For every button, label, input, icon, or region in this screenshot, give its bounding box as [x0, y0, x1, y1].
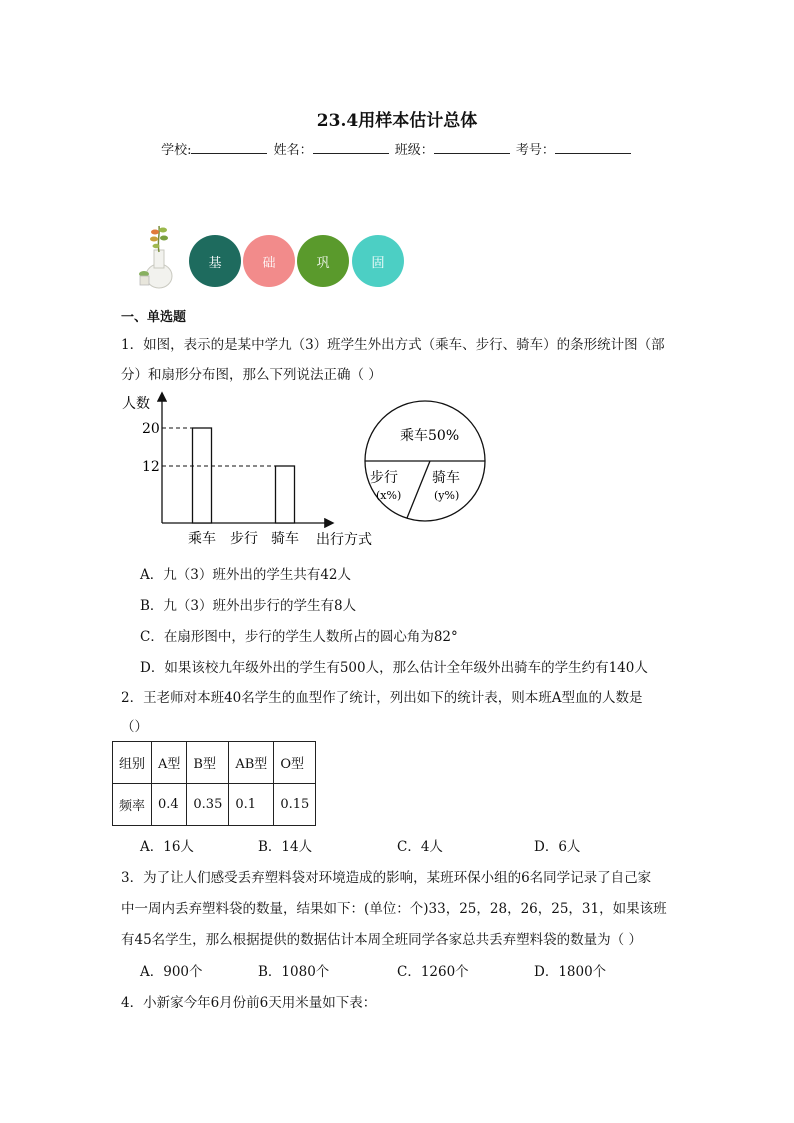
table-cell: 0.1: [229, 784, 274, 826]
table-cell: A型: [152, 742, 187, 784]
pie-label-walk: 步行: [370, 470, 398, 486]
q3-option-c[interactable]: C．1260个: [397, 964, 469, 980]
table-cell: O型: [274, 742, 316, 784]
q2-option-b[interactable]: B．14人: [258, 839, 313, 855]
y-axis-label: 人数: [122, 396, 150, 412]
school-label: 学校:: [161, 143, 192, 158]
table-cell: B型: [187, 742, 229, 784]
q2-stem-line2: （）: [121, 719, 148, 735]
q3-stem-line3: 有45名学生，那么根据提供的数据估计本周全班同学各家总共丢弃塑料袋的数量为（ ）: [121, 932, 642, 948]
q3-stem-line2: 中一周内丢弃塑料袋的数量，结果如下：(单位：个)33，25，28，26，25，31，如果该班: [121, 901, 667, 917]
q1-stem-line2: 分）和扇形分布图，那么下列说法正确（ ）: [121, 367, 382, 383]
table-cell: AB型: [229, 742, 274, 784]
q1-option-a[interactable]: A．九（3）班外出的学生共有42人: [140, 567, 352, 583]
x-tick-label: 步行: [230, 531, 258, 547]
bar: [276, 466, 295, 523]
table-cell: 0.4: [152, 784, 187, 826]
pie-label-walk-pct: (x%): [376, 489, 402, 502]
class-field[interactable]: [434, 141, 510, 154]
bar: [193, 428, 212, 523]
page-title: 23.4用样本估计总体: [316, 111, 478, 131]
y-tick-label: 20: [142, 421, 160, 437]
q2-option-a[interactable]: A．16人: [140, 839, 194, 855]
banner-circle-4: 固: [352, 235, 404, 287]
class-label: 班级：: [394, 143, 434, 158]
q3-stem-line1: 3．为了让人们感受丢弃塑料袋对环境造成的影响，某班环保小组的6名同学记录了自己家: [121, 870, 652, 886]
exam-number-label: 考号：: [515, 143, 555, 158]
table-cell: 0.35: [187, 784, 229, 826]
q3-option-a[interactable]: A．900个: [140, 964, 203, 980]
q2-stem-line1: 2．王老师对本班40名学生的血型作了统计，列出如下的统计表，则本班A型血的人数是: [121, 690, 643, 706]
banner-circle-2: 础: [243, 235, 295, 287]
student-info-line: [0, 139, 794, 158]
q1-option-c[interactable]: C．在扇形图中，步行的学生人数所占的圆心角为82°: [140, 629, 458, 645]
q2-option-d[interactable]: D．6人: [534, 839, 581, 855]
table-cell: 频率: [113, 784, 152, 826]
q3-option-b[interactable]: B．1080个: [258, 964, 330, 980]
blood-type-table: [112, 741, 316, 826]
table-row: [113, 784, 316, 826]
y-tick-label: 12: [142, 459, 160, 475]
q1-option-b[interactable]: B．九（3）班外出步行的学生有8人: [140, 598, 357, 614]
table-cell: 0.15: [274, 784, 316, 826]
q3-option-d[interactable]: D．1800个: [534, 964, 607, 980]
pie-label-bus: 乘车50%: [400, 428, 460, 444]
banner-circle-3: 巩: [297, 235, 349, 287]
name-field[interactable]: [313, 141, 389, 154]
section-heading: 一、单选题: [121, 310, 187, 325]
plant-vase-icon: [135, 222, 183, 290]
pie-chart: [362, 398, 490, 526]
table-cell: 组别: [113, 742, 152, 784]
bar-chart: [118, 388, 388, 550]
pie-label-bike-pct: (y%): [434, 489, 460, 502]
x-tick-label: 骑车: [271, 531, 299, 547]
banner-circle-1: 基: [189, 235, 241, 287]
school-field[interactable]: [191, 141, 267, 154]
q4-stem-line1: 4．小新家今年6月份前6天用米量如下表：: [121, 995, 377, 1011]
exam-number-field[interactable]: [555, 141, 631, 154]
q2-option-c[interactable]: C．4人: [397, 839, 443, 855]
name-label: 姓名：: [273, 143, 313, 158]
x-axis-label: 出行方式: [316, 532, 372, 548]
pie-label-bike: 骑车: [432, 470, 460, 486]
q1-option-d[interactable]: D．如果该校九年级外出的学生有500人，那么估计全年级外出骑车的学生约有140人: [140, 660, 648, 676]
q1-stem-line1: 1．如图，表示的是某中学九（3）班学生外出方式（乘车、步行、骑车）的条形统计图（部: [121, 337, 665, 353]
x-tick-label: 乘车: [188, 531, 216, 547]
table-row: [113, 742, 316, 784]
